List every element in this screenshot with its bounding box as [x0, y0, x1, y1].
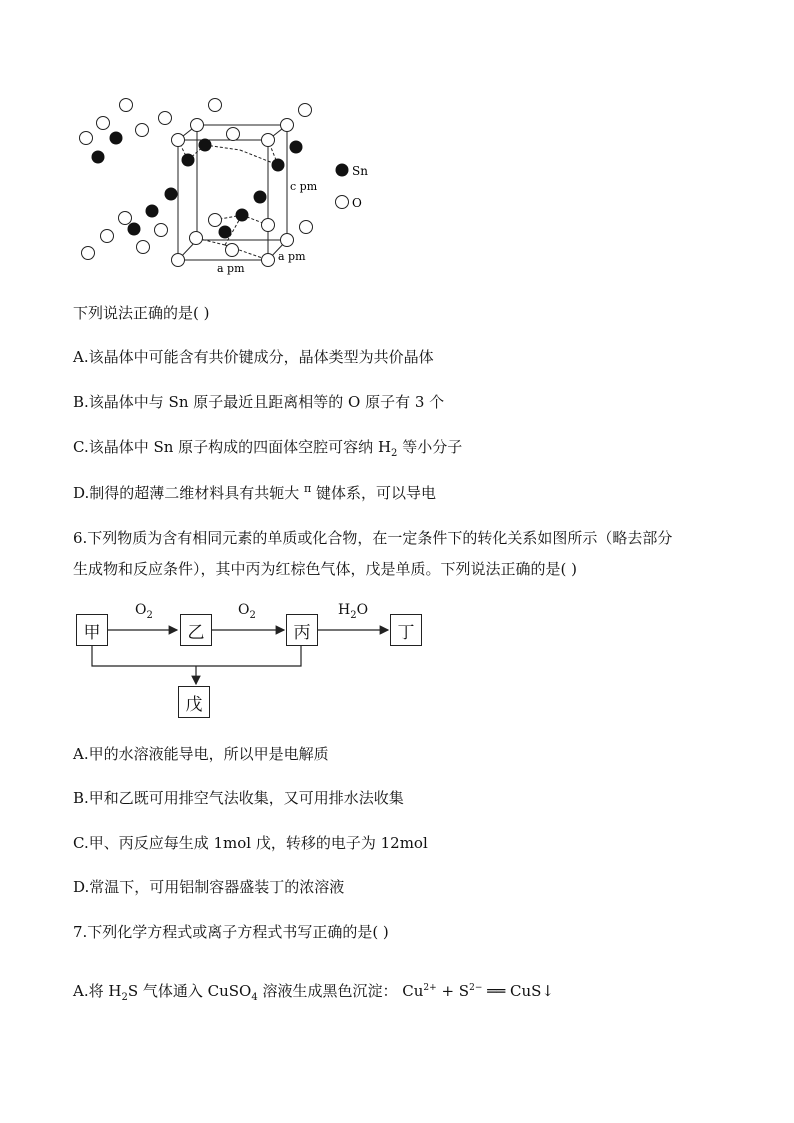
crystal-structure-figure [70, 90, 390, 285]
arrow3-label-h: H [338, 602, 351, 618]
q7-a-part4: + S [436, 982, 470, 1000]
q5-option-c-sub: 2 [391, 448, 398, 459]
q7-a-part5: CuS↓ [509, 982, 554, 1000]
c-dimension-label: c pm [290, 180, 318, 193]
o-legend-label: O [352, 196, 362, 210]
q7-a-part3: 溶液生成黑色沉淀： Cu [257, 982, 424, 1000]
arrow3-label-sub: 2 [350, 610, 357, 621]
q7-a-part2: S 气体通入 CuSO [127, 982, 252, 1000]
q7-a-sub2: 4 [251, 992, 258, 1003]
pi-symbol: π [304, 482, 312, 495]
arrow1-label [135, 602, 153, 621]
q6-option-c: C.甲、丙反应每生成 1mol 戊，转移的电子为 12mol [73, 834, 428, 852]
box-wu: 戊 [178, 686, 210, 718]
a-dimension-label-2: a pm [278, 250, 306, 263]
q6-stem-line2: 生成物和反应条件），其中丙为红棕色气体，戊是单质。下列说法正确的是( ) [73, 560, 577, 578]
a-dimension-label-1: a pm [217, 262, 245, 275]
q5-option-c-text: C.该晶体中 Sn 原子构成的四面体空腔可容纳 H [73, 438, 392, 456]
q5-option-c-tail: 等小分子 [397, 438, 463, 456]
arrow1-label-sub: 2 [146, 610, 153, 621]
q7-a-sup2: 2− [469, 983, 483, 993]
box-yi: 乙 [180, 614, 212, 646]
q7-a-sub1: 2 [121, 992, 128, 1003]
box-bing: 丙 [286, 614, 318, 646]
arrow3-label [338, 602, 369, 621]
q7-a-equals: ══ [482, 982, 510, 1000]
sn-legend-label: Sn [352, 164, 368, 178]
sn-legend-marker [336, 164, 349, 177]
arrow2-label-main: O [238, 602, 250, 618]
q5-option-c [73, 436, 462, 461]
q6-option-d: D.常温下，可用铝制容器盛装丁的浓溶液 [73, 878, 345, 896]
q7-option-a [73, 980, 554, 1005]
q7-a-part1: A.将 H [73, 982, 122, 1000]
q5-stem: 下列说法正确的是( ) [73, 304, 210, 322]
q6-option-b: B.甲和乙既可用排空气法收集，又可用排水法收集 [73, 789, 404, 807]
q5-option-d [73, 482, 436, 506]
arrow2-label [238, 602, 256, 621]
o-legend-marker [336, 196, 349, 209]
connector-jia-bing [92, 646, 301, 666]
q7-stem: 7.下列化学方程式或离子方程式书写正确的是( ) [73, 923, 389, 941]
q5-option-d-text: D.制得的超薄二维材料具有共轭大 [73, 484, 305, 502]
q7-a-sup1: 2+ [423, 983, 437, 993]
q5-option-d-tail: 键体系，可以导电 [311, 484, 437, 502]
oxygen-atoms [80, 99, 313, 267]
arrow3-label-o: O [356, 602, 369, 618]
q6-stem-line1: 6.下列物质为含有相同元素的单质或化合物，在一定条件下的转化关系如图所示（略去部分 [73, 529, 673, 547]
q6-option-a: A.甲的水溶液能导电，所以甲是电解质 [73, 745, 329, 763]
q5-option-a: A.该晶体中可能含有共价键成分，晶体类型为共价晶体 [73, 348, 434, 366]
q5-option-b: B.该晶体中与 Sn 原子最近且距离相等的 O 原子有 3 个 [73, 393, 445, 411]
arrow1-label-main: O [135, 602, 147, 618]
box-ding: 丁 [390, 614, 422, 646]
arrow2-label-sub: 2 [249, 610, 256, 621]
box-jia: 甲 [76, 614, 108, 646]
